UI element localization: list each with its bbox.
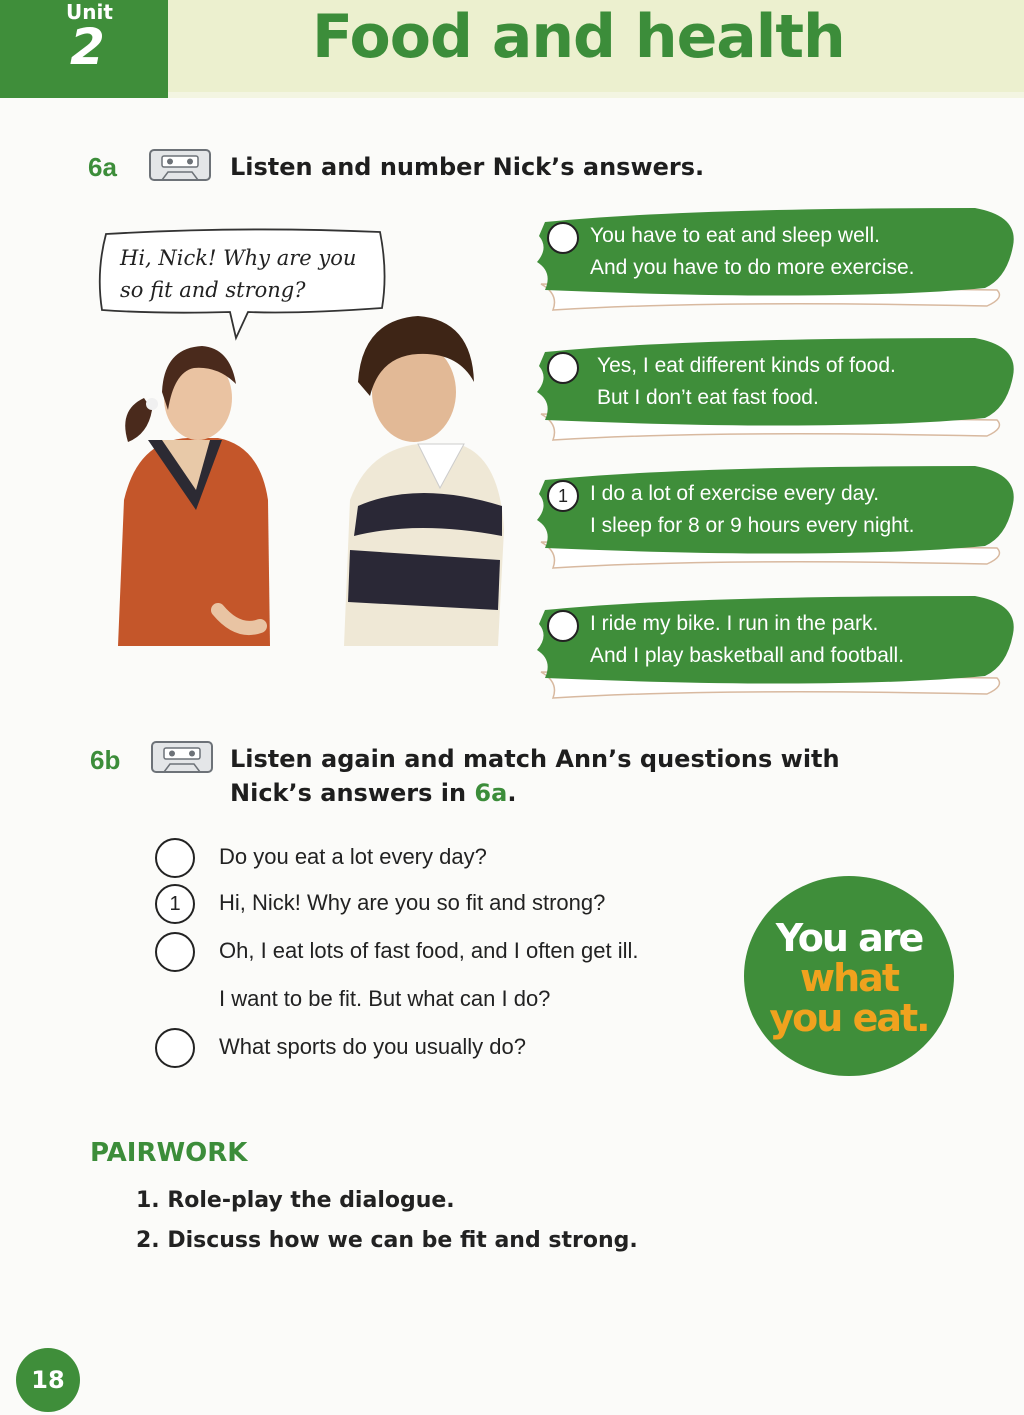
answer-number-circle[interactable] — [547, 610, 579, 642]
speech-line-2: so fit and strong? — [120, 278, 306, 302]
answer-banner-2 — [535, 336, 1015, 436]
answer-line: I do a lot of exercise every day. — [590, 482, 880, 505]
answer-line: But I don’t eat fast food. — [597, 386, 819, 409]
pairwork-item: 2. Discuss how we can be fit and strong. — [136, 1228, 638, 1253]
unit-number: 2 — [70, 18, 105, 76]
pairwork-title: PAIRWORK — [90, 1138, 248, 1168]
question-text: Hi, Nick! Why are you so fit and strong? — [219, 890, 606, 915]
answer-number-circle[interactable] — [547, 352, 579, 384]
instruction-line-1: Listen again and match Ann’s questions with — [230, 745, 840, 773]
answer-number-circle[interactable]: 1 — [155, 884, 195, 924]
answer-line: I sleep for 8 or 9 hours every night. — [590, 514, 915, 537]
answer-text — [590, 220, 1000, 284]
answer-banner-1 — [535, 206, 1015, 306]
slogan-line-2: what — [800, 956, 898, 1000]
page-number: 18 — [16, 1348, 80, 1412]
answer-number-circle[interactable] — [155, 1028, 195, 1068]
answer-text — [590, 478, 1000, 542]
answer-line: And you have to do more exercise. — [590, 256, 915, 279]
question-text: Do you eat a lot every day? — [219, 844, 487, 869]
cassette-icon — [150, 740, 214, 774]
exercise-6a-instruction: Listen and number Nick’s answers. — [230, 153, 705, 181]
slogan-badge — [744, 876, 954, 1076]
speech-bubble-text — [120, 242, 390, 306]
answer-number-circle[interactable] — [155, 838, 195, 878]
answer-line: I ride my bike. I run in the park. — [590, 612, 879, 635]
exercise-ref: 6a — [474, 779, 508, 807]
instruction-line-2: Nick’s answers in 6a. — [230, 779, 517, 807]
question-text: I want to be fit. But what can I do? — [219, 986, 551, 1011]
slogan-line-1: You are — [775, 916, 923, 960]
title-band-stripe — [168, 92, 1024, 98]
page-title: Food and health — [312, 2, 845, 72]
exercise-6a-label: 6a — [88, 152, 117, 182]
children-photo — [118, 310, 508, 646]
question-text: What sports do you usually do? — [219, 1034, 526, 1059]
girl-figure — [118, 346, 270, 646]
answer-line: Yes, I eat different kinds of food. — [597, 354, 896, 377]
question-text: Oh, I eat lots of fast food, and I often get ill. — [219, 938, 639, 963]
cassette-icon — [148, 148, 212, 182]
exercise-6b-instruction — [230, 742, 840, 810]
unit-badge — [0, 0, 168, 98]
answer-text — [590, 608, 1000, 672]
answer-number-circle[interactable] — [547, 222, 579, 254]
pairwork-item: 1. Role-play the dialogue. — [136, 1188, 455, 1213]
answer-banner-3 — [535, 464, 1015, 564]
answer-line: And I play basketball and football. — [590, 644, 905, 667]
answer-number-circle[interactable]: 1 — [547, 480, 579, 512]
slogan-line-3: you eat. — [769, 996, 929, 1040]
answer-text — [597, 350, 1007, 414]
exercise-6b-label: 6b — [90, 745, 121, 775]
answer-line: You have to eat and sleep well. — [590, 224, 880, 247]
unit-label: Unit — [66, 0, 113, 24]
answer-banner-4 — [535, 594, 1015, 694]
boy-figure — [344, 316, 504, 646]
speech-line-1: Hi, Nick! Why are you — [120, 246, 357, 270]
answer-number-circle[interactable] — [155, 932, 195, 972]
